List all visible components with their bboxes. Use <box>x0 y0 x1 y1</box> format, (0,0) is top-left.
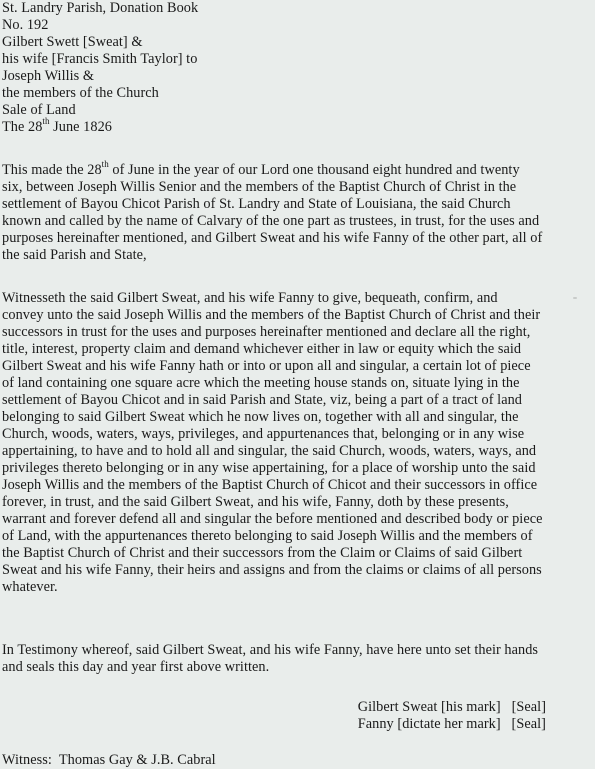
paragraph2-line: Witnesseth the said Gilbert Sweat, and his wife Fanny to give, bequeath, confirm, and <box>2 290 498 306</box>
paragraph2-line: belonging to said Gilbert Sweat which he now lives on, together with all and singular, the <box>2 409 519 425</box>
paragraph1-first-suffix: of June in the year of our Lord one thousand eight hundred and twenty <box>108 162 520 178</box>
ordinal-superscript: th <box>42 116 50 127</box>
header-line: Gilbert Swett [Sweat] & <box>2 34 143 50</box>
paragraph1-first-prefix: This made the 28 <box>2 162 102 178</box>
header-line: No. 192 <box>2 17 49 33</box>
scan-speck <box>573 297 577 299</box>
header-line: the members of the Church <box>2 85 159 101</box>
header-line: his wife [Francis Smith Taylor] to <box>2 51 198 67</box>
paragraph2-line: convey unto the said Joseph Willis and the members of the Baptist Church of Christ and their <box>2 307 541 323</box>
paragraph2-line: appertaining, to have and to hold all and singular, the said Church, woods, waters, ways, and <box>2 443 537 459</box>
header-line: Sale of Land <box>2 102 76 118</box>
paragraph1-first-line <box>2 159 520 179</box>
paragraph2-line: successors in trust for the uses and purposes hereinafter mentioned and declare all the right, <box>2 324 531 340</box>
header-date-line <box>2 116 112 136</box>
witness-line: Witness: Thomas Gay & J.B. Cabral <box>2 752 216 768</box>
header-line: Joseph Willis & <box>2 68 95 84</box>
paragraph2-line: the Baptist Church of Christ and their successors from the Claim or Claims of said Gilbert <box>2 545 523 561</box>
paragraph1-line: purposes hereinafter mentioned, and Gilbert Sweat and his wife Fanny of the other part, all of <box>2 230 543 246</box>
paragraph2-line: privileges thereto belonging or in any wise appertaining, for a place of worship unto the said <box>2 460 536 476</box>
paragraph2-line: Church, woods, waters, ways, privileges, and appurtenances that, belonging or in any wise <box>2 426 525 442</box>
paragraph2-line: of Land, with the appurtenances thereto belonging to said Joseph Willis and the members of <box>2 528 533 544</box>
paragraph2-line: whatever. <box>2 579 58 595</box>
paragraph2-line: Gilbert Sweat and his wife Fanny hath or into or upon all and singular, a certain lot of piece <box>2 358 531 374</box>
paragraph2-line: settlement of Bayou Chicot and in said Parish and State, viz, being a part of a tract of land <box>2 392 522 408</box>
paragraph1-line: the said Parish and State, <box>2 247 147 263</box>
paragraph2-line: Joseph Willis and the members of the Baptist Church of Chicot and their successors in office <box>2 477 538 493</box>
signature-line-gilbert: Gilbert Sweat [his mark] [Seal] <box>357 699 546 715</box>
paragraph2-line: warrant and forever defend all and singular the before mentioned and described body or piece <box>2 511 543 527</box>
paragraph1-line: six, between Joseph Willis Senior and the members of the Baptist Church of Christ in the <box>2 179 517 195</box>
paragraph3-line: In Testimony whereof, said Gilbert Sweat, and his wife Fanny, have here unto set their hands <box>2 642 539 658</box>
paragraph2-line: Sweat and his wife Fanny, their heirs and assigns and from the claims or claims of all persons <box>2 562 542 578</box>
ordinal-superscript: th <box>101 159 109 170</box>
paragraph1-line: settlement of Bayou Chicot Parish of St. Landry and State of Louisiana, the said Church <box>2 196 511 212</box>
header-line: St. Landry Parish, Donation Book <box>2 0 199 16</box>
paragraph3-line: and seals this day and year first above written. <box>2 659 270 675</box>
paragraph2-line: title, interest, property claim and demand whichever either in law or equity which the said <box>2 341 522 357</box>
paragraph2-line: forever, in trust, and the said Gilbert Sweat, and his wife, Fanny, doth by these presents, <box>2 494 509 510</box>
paragraph1-line: known and called by the name of Calvary of the one part as trustees, in trust, for the uses and <box>2 213 540 229</box>
header-date-suffix: June 1826 <box>49 119 112 135</box>
paragraph2-line: of land containing one square acre which the meeting house stands on, situate lying in the <box>2 375 520 391</box>
signature-line-fanny: Fanny [dictate her mark] [Seal] <box>357 716 546 732</box>
header-date-prefix: The 28 <box>2 119 43 135</box>
